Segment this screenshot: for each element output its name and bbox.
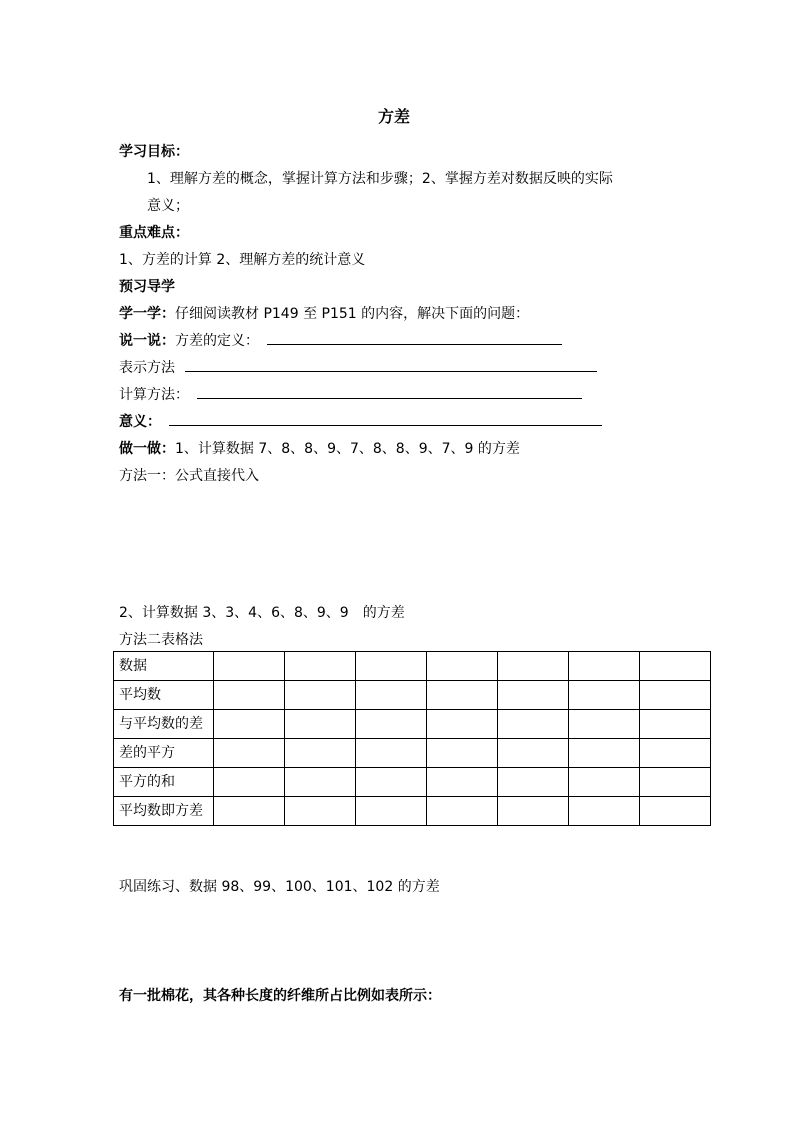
meaning-blank[interactable] [169, 412, 602, 426]
table-cell[interactable] [356, 739, 427, 768]
method1-text: 方法一：公式直接代入 [119, 468, 259, 484]
method2-text: 方法二表格法 [119, 632, 203, 648]
row-label-diff: 与平均数的差 [114, 710, 214, 739]
table-cell[interactable] [640, 681, 711, 710]
represent-blank[interactable] [185, 358, 597, 372]
do-line [119, 439, 520, 459]
table-cell[interactable] [569, 739, 640, 768]
table-cell[interactable] [569, 768, 640, 797]
represent-line [119, 358, 597, 378]
table-cell[interactable] [569, 652, 640, 681]
calc-text: 计算方法： [119, 387, 189, 403]
table-cell[interactable] [356, 768, 427, 797]
table-cell[interactable] [285, 710, 356, 739]
row-label-diff-square: 差的平方 [114, 739, 214, 768]
table-cell[interactable] [427, 710, 498, 739]
page-title: 方差 [378, 107, 411, 126]
represent-text: 表示方法 [119, 360, 175, 376]
say-label: 说一说： [119, 333, 175, 349]
table-cell[interactable] [285, 739, 356, 768]
table-cell[interactable] [214, 652, 285, 681]
table-row [114, 739, 711, 768]
table-cell[interactable] [214, 739, 285, 768]
table-cell[interactable] [427, 797, 498, 826]
table-cell[interactable] [285, 652, 356, 681]
table-cell[interactable] [356, 652, 427, 681]
q2-text: 2、计算数据 3、3、4、6、8、9、9 的方差 [119, 605, 405, 621]
key-heading: 重点难点： [119, 225, 189, 241]
table-cell[interactable] [214, 768, 285, 797]
table-cell[interactable] [640, 710, 711, 739]
table-cell[interactable] [498, 681, 569, 710]
meaning-label: 意义： [119, 414, 161, 430]
table-cell[interactable] [640, 739, 711, 768]
table-row [114, 797, 711, 826]
table-cell[interactable] [214, 797, 285, 826]
table-cell[interactable] [498, 797, 569, 826]
key-text: 1、方差的计算 2、理解方差的统计意义 [119, 252, 366, 268]
calc-line [119, 385, 582, 405]
definition-blank[interactable] [267, 331, 562, 345]
goal-text-line2: 意义； [147, 198, 189, 214]
table-cell[interactable] [427, 681, 498, 710]
table-cell[interactable] [427, 768, 498, 797]
say-line [119, 331, 562, 351]
table-cell[interactable] [356, 797, 427, 826]
table-row [114, 652, 711, 681]
preview-heading: 预习导学 [119, 279, 175, 295]
table-row [114, 768, 711, 797]
table-cell[interactable] [427, 652, 498, 681]
table-row [114, 710, 711, 739]
goal-text-line1: 1、理解方差的概念，掌握计算方法和步骤；2、掌握方差对数据反映的实际 [147, 171, 613, 187]
do-label: 做一做： [119, 441, 175, 457]
learn-text: 仔细阅读教材 P149 至 P151 的内容，解决下面的问题： [175, 306, 530, 322]
say-text: 方差的定义： [175, 333, 259, 349]
meaning-line [119, 412, 602, 432]
learn-label: 学一学： [119, 306, 175, 322]
table-cell[interactable] [569, 710, 640, 739]
table-cell[interactable] [214, 710, 285, 739]
table-cell[interactable] [569, 797, 640, 826]
table-cell[interactable] [427, 739, 498, 768]
table-cell[interactable] [569, 681, 640, 710]
table-cell[interactable] [285, 681, 356, 710]
row-label-variance: 平均数即方差 [114, 797, 214, 826]
table-cell[interactable] [640, 768, 711, 797]
table-cell[interactable] [356, 681, 427, 710]
table-cell[interactable] [285, 768, 356, 797]
row-label-data: 数据 [114, 652, 214, 681]
method2-table [113, 651, 711, 826]
cotton-text: 有一批棉花，其各种长度的纤维所占比例如表所示： [119, 988, 441, 1004]
table-row [114, 681, 711, 710]
table-cell[interactable] [214, 681, 285, 710]
calc-blank[interactable] [197, 385, 582, 399]
table-cell[interactable] [498, 739, 569, 768]
practice-text: 巩固练习、数据 98、99、100、101、102 的方差 [119, 879, 440, 895]
table-cell[interactable] [498, 652, 569, 681]
table-cell[interactable] [498, 768, 569, 797]
table-cell[interactable] [640, 652, 711, 681]
table-cell[interactable] [640, 797, 711, 826]
row-label-mean: 平均数 [114, 681, 214, 710]
table-cell[interactable] [285, 797, 356, 826]
do-text: 1、计算数据 7、8、8、9、7、8、8、9、7、9 的方差 [175, 441, 520, 457]
table-cell[interactable] [356, 710, 427, 739]
learn-line [119, 304, 529, 324]
goal-heading: 学习目标： [119, 144, 189, 160]
row-label-sum-squares: 平方的和 [114, 768, 214, 797]
table-cell[interactable] [498, 710, 569, 739]
